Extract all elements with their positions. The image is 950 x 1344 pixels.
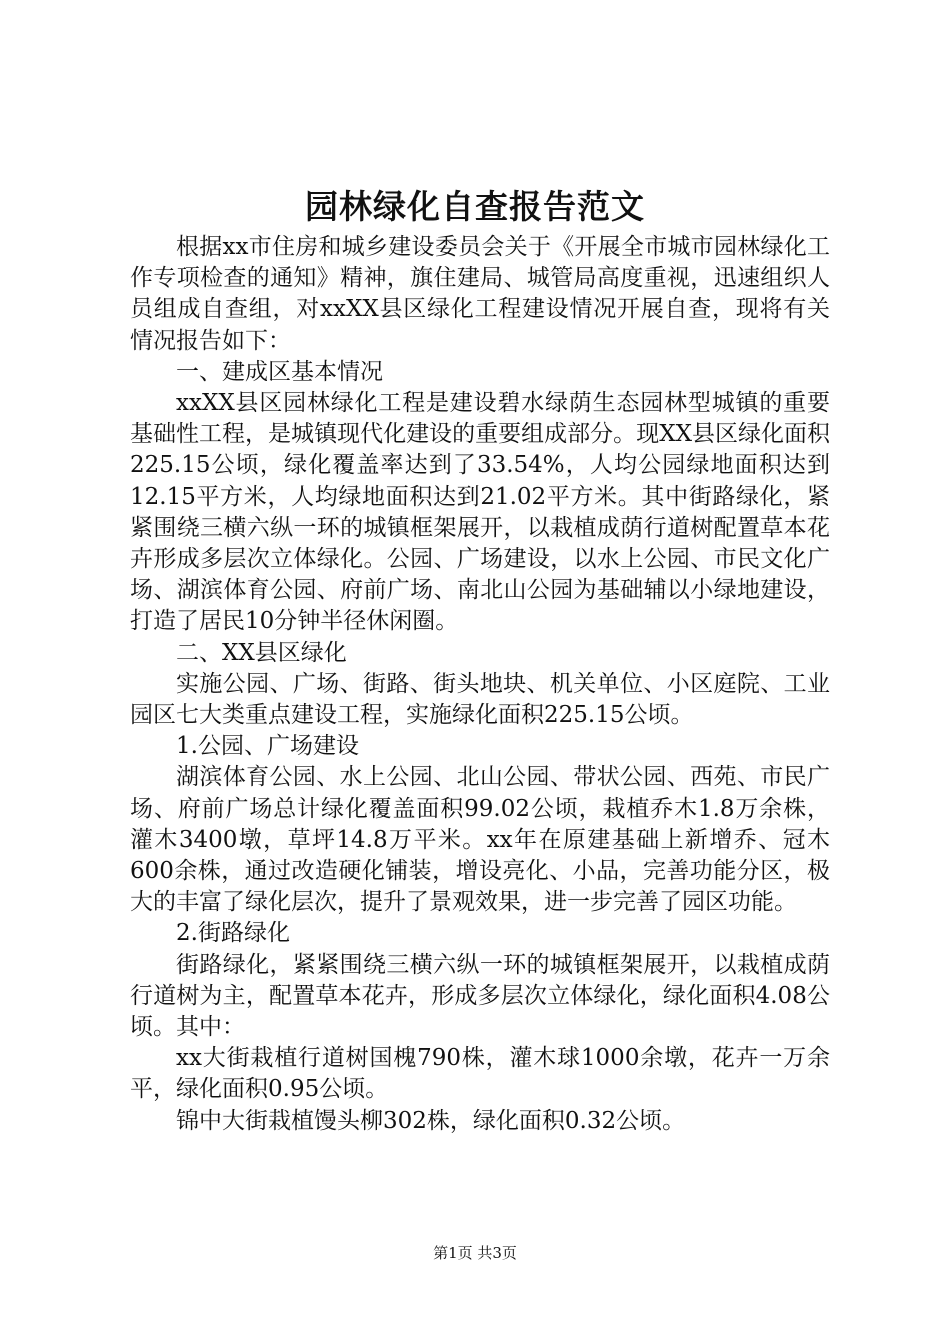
paragraph-streets: 街路绿化，紧紧围绕三横六纵一环的城镇框架展开，以栽植成荫行道树为主，配置草本花卉，形成多层次立体绿化，绿化面积4.08公顷。其中： [130, 951, 830, 1041]
page-footer: 第1页 共3页 [433, 1244, 517, 1262]
subsection-heading-streets: 2.街路绿化 [176, 920, 290, 947]
paragraph-county-greening: 实施公园、广场、街路、街头地块、机关单位、小区庭院、工业园区七大类重点建设工程，实施绿化面积225.15公顷。 [130, 670, 830, 729]
section-heading-2: 二、XX县区绿化 [176, 639, 347, 666]
paragraph-basic-situation: xxXX县区园林绿化工程是建设碧水绿荫生态园林型城镇的重要基础性工程，是城镇现代化建设的重要组成部分。现XX县区绿化面积225.15公顷，绿化覆盖率达到了33.54%，人均公园绿地面积达到12.15平方米，人均绿地面积达到21.02平方米。其中街路绿化，紧紧围绕三横六纵一环的城镇框架展开，以栽植成荫行道树配置草本花卉形成多层次立体绿化。公园、广场建设，以水上公园、市民文化广场、湖滨体育公园、府前广场、南北山公园为基础辅以小绿地建设，打造了居民10分钟半径休闲圈。 [130, 390, 830, 635]
paragraph-jinzhong-avenue: 锦中大街栽植馒头柳302株，绿化面积0.32公顷。 [176, 1107, 686, 1134]
paragraph-intro: 根据xx市住房和城乡建设委员会关于《开展全市城市园林绿化工作专项检查的通知》精神，旗住建局、城管局高度重视，迅速组织人员组成自查组，对xxXX县区绿化工程建设情况开展自查，现将有关情况报告如下： [130, 234, 830, 354]
paragraph-parks: 湖滨体育公园、水上公园、北山公园、带状公园、西苑、市民广场、府前广场总计绿化覆盖面积99.02公顷，栽植乔木1.8万余株，灌木3400墩，草坪14.8万平米。xx年在原建基础上新增乔、冠木600余株，通过改造硬化铺装，增设亮化、小品，完善功能分区，极大的丰富了绿化层次，提升了景观效果，进一步完善了园区功能。 [130, 764, 830, 916]
paragraph-xx-avenue: xx大街栽植行道树国槐790株，灌木球1000余墩，花卉一万余平，绿化面积0.95公顷。 [130, 1045, 830, 1103]
document-title: 园林绿化自查报告范文 [305, 187, 645, 226]
subsection-heading-parks: 1.公园、广场建设 [176, 733, 359, 760]
section-heading-1: 一、建成区基本情况 [176, 358, 383, 385]
document-body [130, 232, 830, 1137]
